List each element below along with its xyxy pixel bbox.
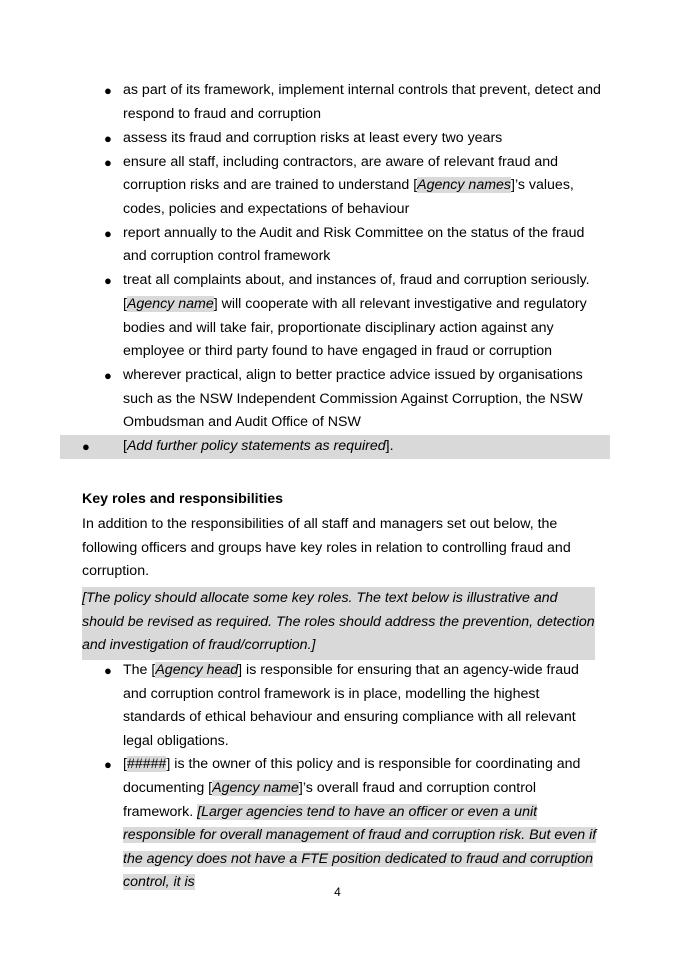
list-item-text: ]’s values, codes, policies and expectations of behaviour (123, 177, 574, 217)
placeholder-agency-names: Agency names (417, 177, 512, 194)
placeholder-owner: ##### (126, 756, 167, 773)
bullet-icon: ● (104, 273, 112, 289)
drafting-note-inline: [Larger agencies tend to have an officer or even a unit responsible for overall management of fraud and corruption risk. But even if the agency does not have a FTE position dedicated to fraud and corruption control, it is (123, 803, 597, 891)
roles-list (82, 659, 602, 895)
bullet-icon: ● (104, 154, 112, 170)
list-item-text: ] is responsible for ensuring that an agency-wide fraud and corruption control framework is in place, modelling the highest standards of ethical behaviour and ensuring compliance with all relevant legal obligations. (123, 662, 579, 749)
bullet-icon: ● (104, 757, 112, 773)
placeholder-agency-head: Agency head (155, 662, 239, 678)
bullet-icon: ● (104, 368, 112, 384)
list-item (82, 151, 602, 222)
list-item-text: wherever practical, align to better practice advice issued by organisations such as the NSW Independent Commission Against Corruption, the NSW Ombudsman and Audit Office of NSW (123, 367, 583, 431)
list-item-text: treat all complaints about, and instances of, fraud and corruption seriously. [ (123, 272, 590, 312)
list-item-text: as part of its framework, implement internal controls that prevent, detect and respond to fraud and corruption (123, 82, 601, 122)
list-item-text: ] will cooperate with all relevant investigative and regulatory bodies and will take fair, proportionate disciplinary action against any employee or third party found to have engaged in fraud or corruption (123, 295, 587, 360)
policy-statement-list (82, 79, 602, 459)
list-item-text: ]. (385, 438, 394, 455)
list-item (82, 269, 602, 363)
list-item-text: ]’s overall fraud and corruption control framework. (123, 779, 537, 820)
page-number: 4 (334, 885, 341, 899)
list-item (82, 753, 602, 895)
list-item-text: assess its fraud and corruption risks at least every two years (123, 129, 503, 146)
list-item-text: [ (123, 756, 127, 773)
list-item-text: ] is the owner of this policy and is responsible for coordinating and documenting [ (123, 756, 581, 796)
list-item-text: The [ (123, 662, 156, 678)
placeholder-agency-name: Agency name (126, 295, 214, 312)
list-item-placeholder (60, 435, 610, 459)
section-heading: Key roles and responsibilities (82, 491, 284, 507)
section-intro: In addition to the responsibilities of all staff and managers set out below, the following officers and groups have key roles in relation to controlling fraud and corruption. (82, 516, 571, 580)
bullet-icon: ● (104, 130, 112, 146)
bullet-icon: ● (104, 663, 112, 678)
list-item-text: report annually to the Audit and Risk Committee on the status of the fraud and corruption control framework (123, 224, 585, 265)
drafting-note: [The policy should allocate some key roles. The text below is illustrative and should be revised as required. The roles should address the prevention, detection and investigation of fraud/corruption.] (82, 587, 595, 660)
list-item (82, 364, 602, 435)
list-item-text: [ (123, 438, 127, 455)
list-item (82, 127, 602, 151)
list-item (82, 222, 602, 269)
list-item-text: ensure all staff, including contractors, are aware of relevant fraud and corruption risks and are trained to understand [ (123, 153, 559, 194)
placeholder-further-statements: Add further policy statements as required (126, 438, 386, 455)
bullet-icon: ● (104, 225, 112, 241)
bullet-icon: ● (82, 439, 90, 455)
placeholder-agency-name: Agency name (212, 779, 299, 796)
bullet-icon: ● (104, 83, 112, 98)
list-item (82, 79, 602, 126)
list-item (82, 659, 602, 753)
